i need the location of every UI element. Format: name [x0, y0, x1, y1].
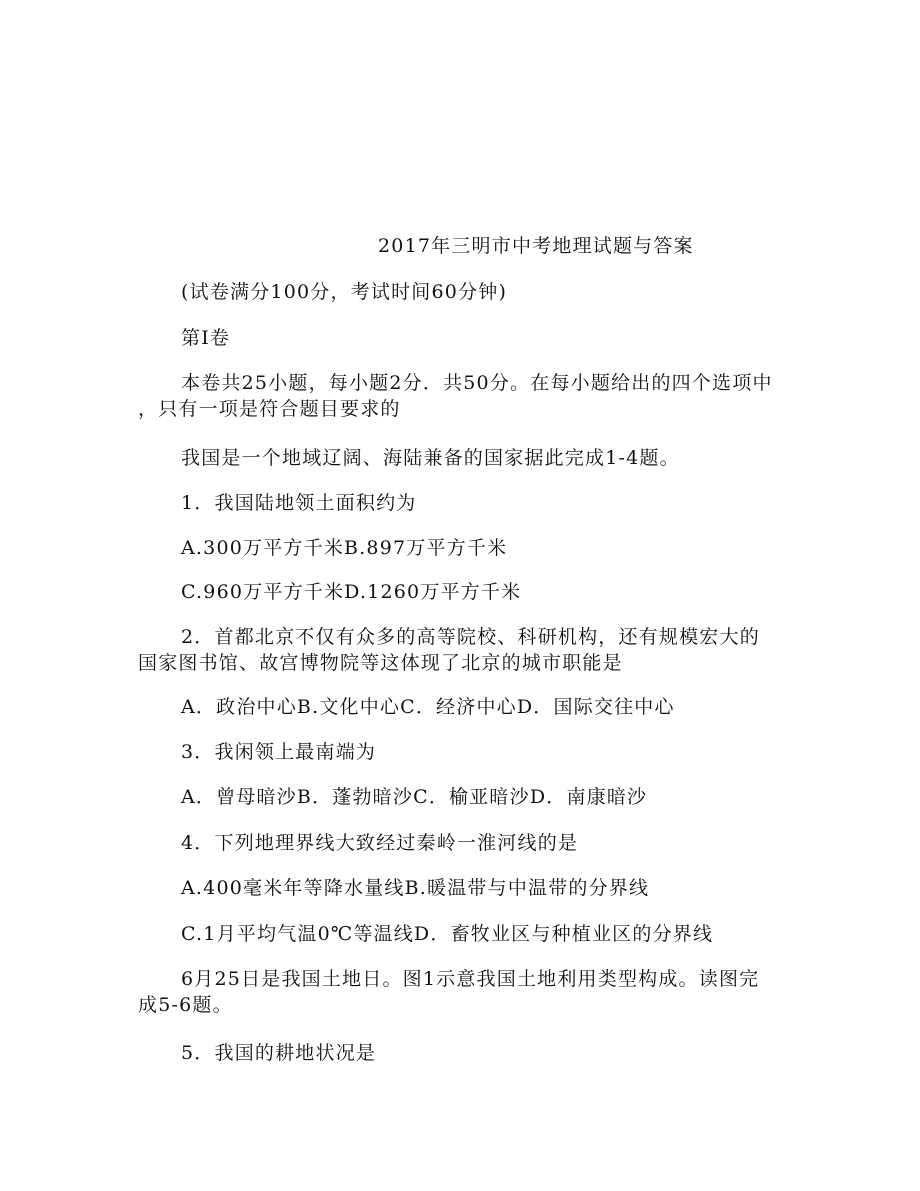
- question-1: 1．我国陆地领土面积约为: [181, 492, 417, 514]
- group-intro-2-line-2: 成5-6题。: [138, 994, 233, 1016]
- question-4-options-ab: A.400毫米年等降水量线B.暖温带与中温带的分界线: [181, 877, 650, 899]
- question-4-options-cd: C.1月平均气温0℃等温线D．畜牧业区与种植业区的分界线: [181, 923, 714, 945]
- question-1-options-ab: A.300万平方千米B.897万平方千米: [181, 537, 508, 559]
- document-title: 2017年三明市中考地理试题与答案: [378, 235, 694, 257]
- question-3: 3．我闲领上最南端为: [181, 741, 377, 763]
- exam-info: (试卷满分100分，考试时间60分钟): [181, 281, 508, 303]
- question-3-options: A．曾母暗沙B．蓬勃暗沙C．榆亚暗沙D．南康暗沙: [181, 786, 648, 808]
- question-2-line-2: 国家图书馆、故宫博物院等这体现了北京的城市职能是: [138, 652, 623, 674]
- question-4: 4．下列地理界线大致经过秦岭一淮河线的是: [181, 832, 579, 854]
- section-heading: 第Ⅰ卷: [181, 327, 231, 349]
- question-2-line-1: 2．首都北京不仅有众多的高等院校、科研机构，还有规模宏大的: [181, 626, 760, 648]
- question-5: 5．我国的耕地状况是: [181, 1042, 377, 1064]
- question-2-options: A．政治中心B.文化中心C．经济中心D．国际交往中心: [181, 696, 675, 718]
- group-intro-2-line-1: 6月25日是我国土地日。图1示意我国土地利用类型构成。读图完: [181, 968, 760, 990]
- group-intro: 我国是一个地域辽阔、海陆兼备的国家据此完成1-4题。: [181, 447, 680, 469]
- instructions-line-2: ，只有一项是符合题目要求的: [138, 398, 401, 420]
- question-1-options-cd: C.960万平方千米D.1260万平方千米: [181, 581, 522, 603]
- instructions-line-1: 本卷共25小题，每小题2分．共50分。在每小题给出的四个选项中: [181, 372, 773, 394]
